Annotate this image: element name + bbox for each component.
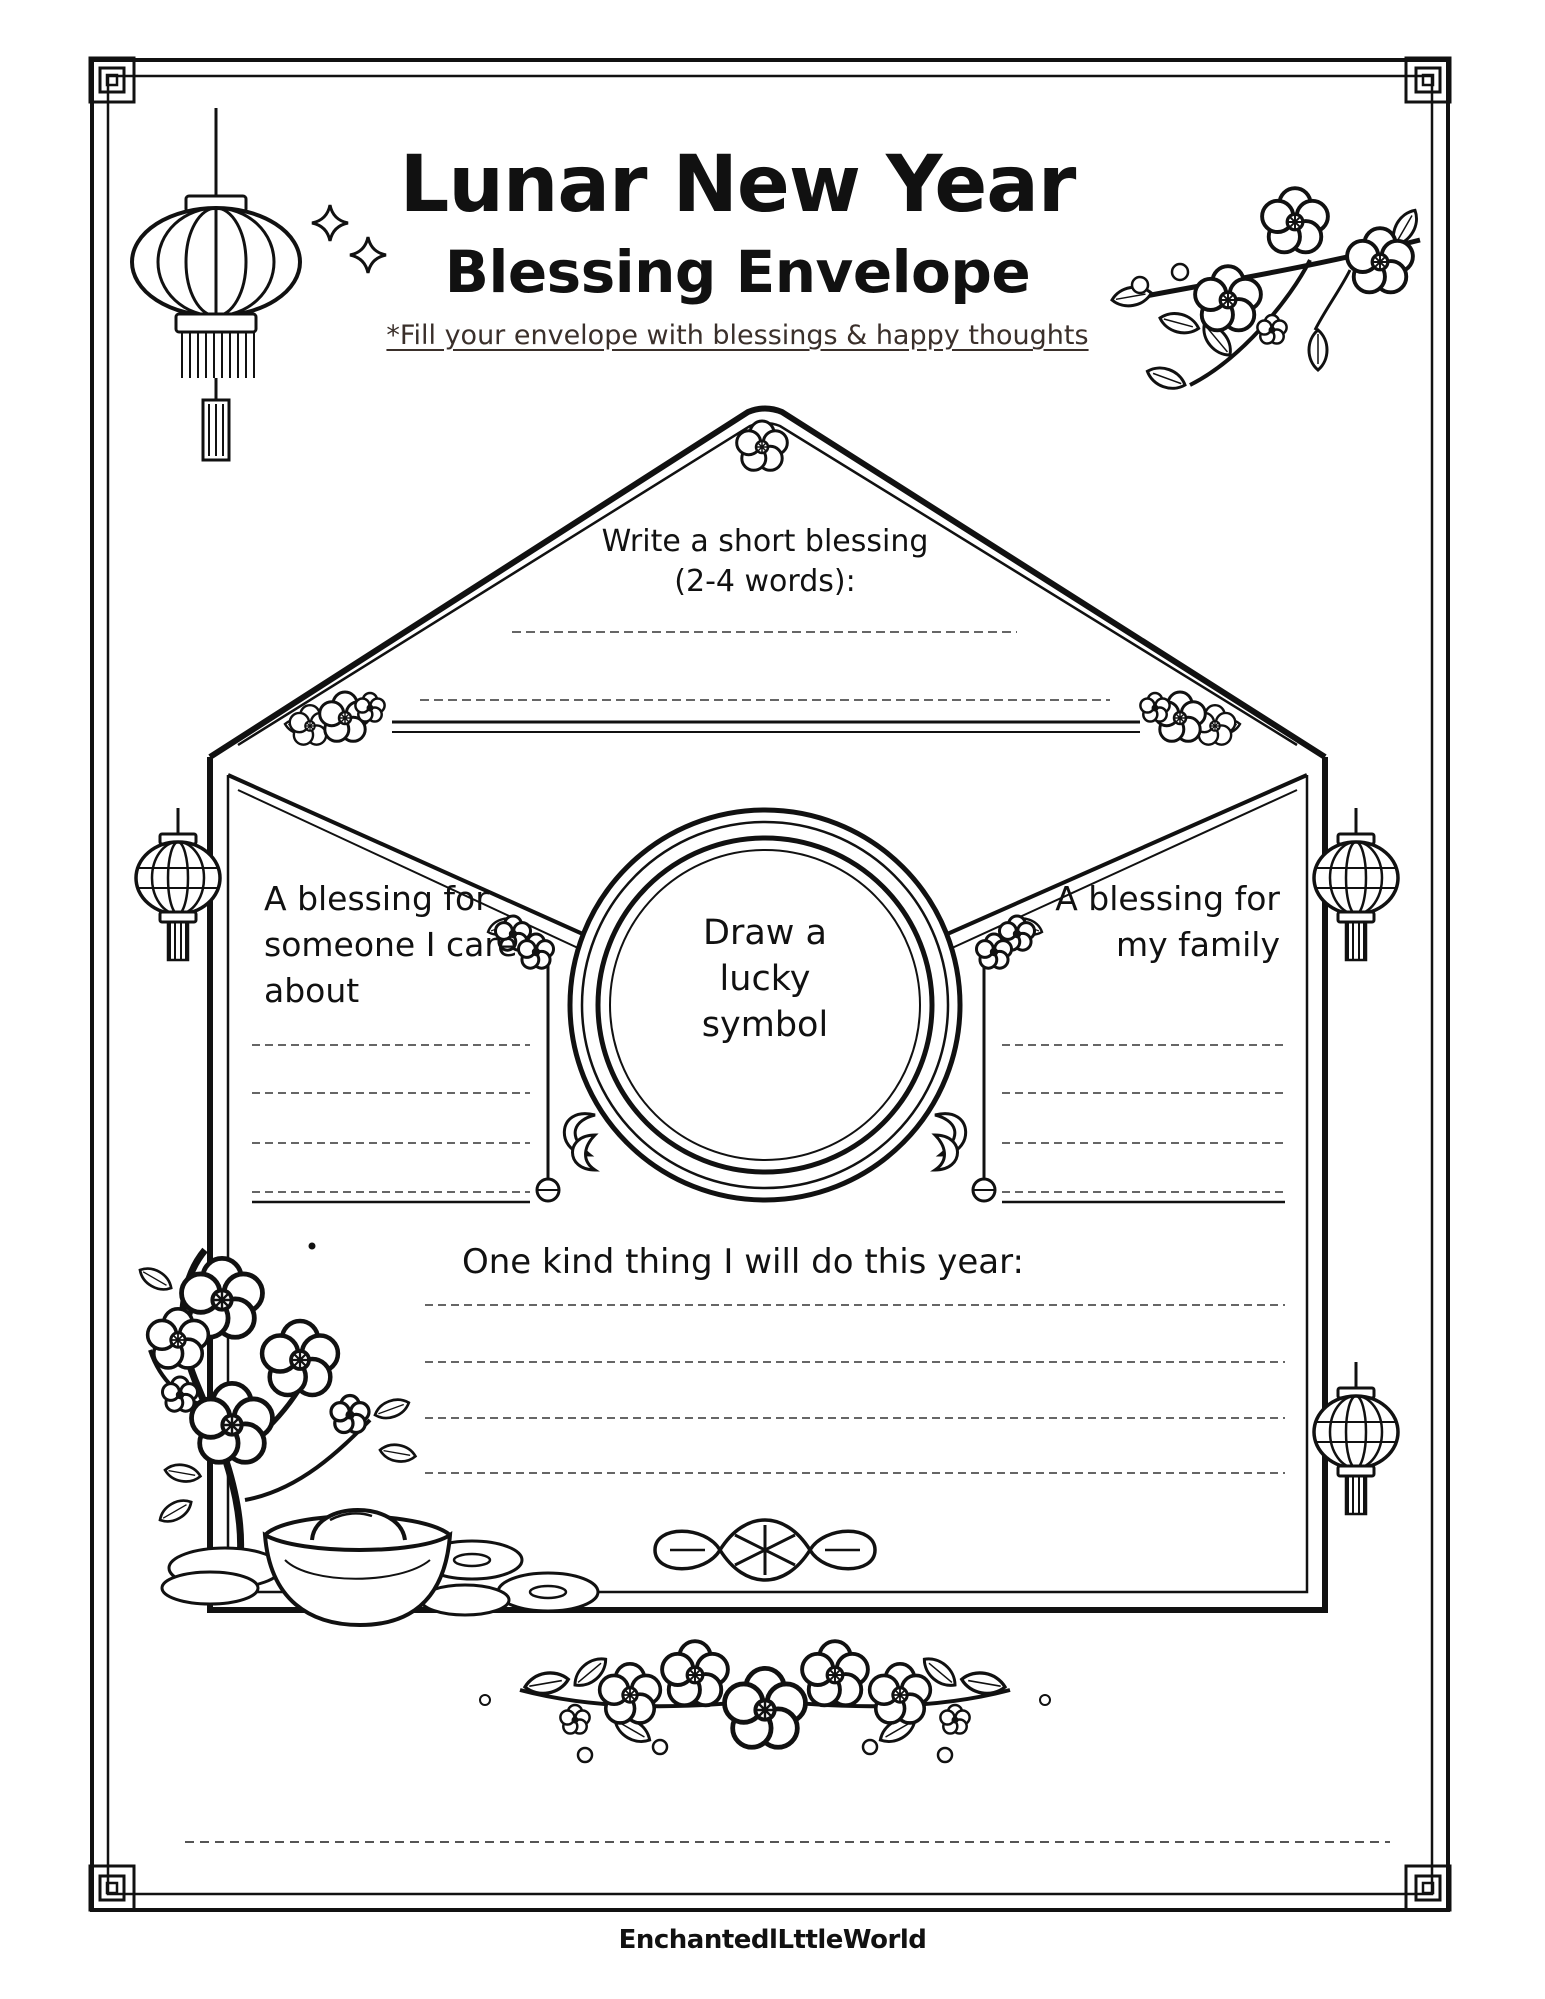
brand-footer: EnchantedlLttleWorld xyxy=(618,1925,927,1955)
chinese-knot-icon xyxy=(655,1520,875,1580)
page-title: Lunar New Year xyxy=(399,140,1076,230)
family-blessing-prompt: A blessing for my family xyxy=(1055,879,1280,964)
instruction-subtitle: *Fill your envelope with blessings & happy thoughts xyxy=(386,320,1089,351)
page-subtitle-heading: Blessing Envelope xyxy=(444,238,1031,306)
flap-blessing-prompt: Write a short blessing (2-4 words): xyxy=(601,524,929,599)
lucky-symbol-prompt: Draw a lucky symbol xyxy=(701,913,829,1045)
kind-thing-prompt: One kind thing I will do this year: xyxy=(462,1242,1024,1282)
someone-blessing-prompt: A blessing for someone I care about xyxy=(264,879,518,1010)
plum-blossom-icon xyxy=(480,1641,1050,1762)
